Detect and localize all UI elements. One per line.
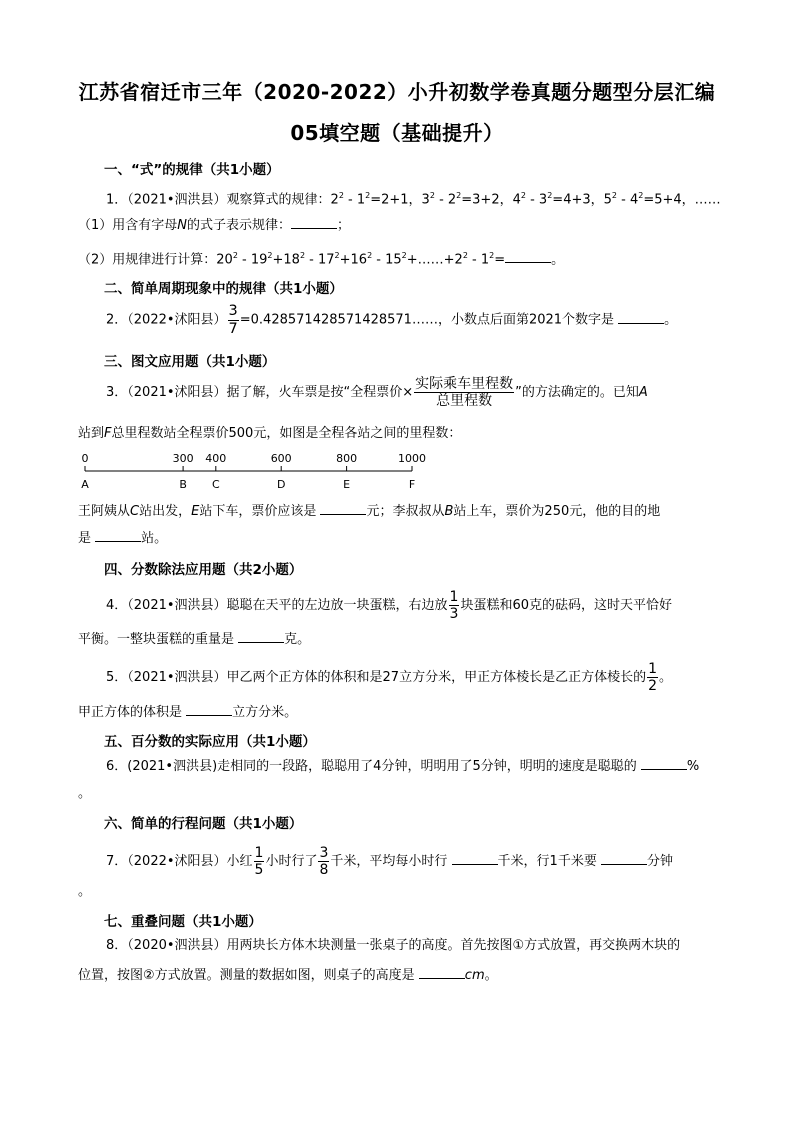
station-label: C [211,478,220,491]
question-6-line1: 6．(2021•泗洪县)走相同的一段路，聪聪用了4分钟，明明用了5分钟，明明的速度是聪聪的 % [106,759,700,774]
answer-blank[interactable] [618,311,664,324]
answer-blank[interactable] [505,250,551,263]
answer-blank[interactable] [95,529,141,542]
tick-label: 1000 [398,452,426,465]
question-3-line4: 是 站。 [78,531,168,546]
fraction-3-7: $\frac{3}{7}$ [228,303,238,337]
question-5-line1: 5．（2021•泗洪县）甲乙两个正方体的体积和是27立方分米，甲正方体棱长是乙正方体棱长的 $\frac{1}{2}$ 。 [106,661,673,694]
fraction-3-8: $\frac{3}{8}$ [319,845,329,878]
tick-label: 600 [270,452,292,465]
answer-blank[interactable] [291,216,337,229]
fraction-1-2: $\frac{1}{2}$ [648,661,657,694]
station-label: B [179,478,187,491]
tick-label: 300 [172,452,194,465]
tick-label: 400 [205,452,227,465]
section-heading-3: 三、图文应用题（共1小题） [104,354,276,370]
question-3-line1: 3．（2021•沭阳县）据了解，火车票是按“全程票价× $\frac{\text{实际乘车里程数}}{\text{总里程数}}$ ”的方法确定的。已知A [106,376,648,409]
station-label: A [81,478,89,491]
question-7-line1: 7．（2022•沭阳县）小红 $\frac{1}{5}$ 小时行了 $\frac{3}{8}$ 千米，平均每小时行 千米，行1千米要 分钟 [106,845,673,878]
question-7-line2: 。 [78,884,92,899]
question-8-line1: 8．（2020•泗洪县）用两块长方体木块测量一张桌子的高度。首先按图①方式放置，再交换两木块的 [106,938,681,953]
document-title-line2: 05填空题（基础提升） [290,121,504,145]
question-4-line2: 平衡。一整块蛋糕的重量是 克。 [78,632,311,647]
fare-fraction: $\frac{\text{实际乘车里程数}}{\text{总里程数}}$ [415,376,514,409]
question-4-line1: 4．（2021•泗洪县）聪聪在天平的左边放一块蛋糕，右边放 $\frac{1}{3}$ 块蛋糕和60克的砝码，这时天平恰好 [106,589,672,622]
answer-blank[interactable] [601,852,647,865]
section-heading-1: 一、“式”的规律（共1小题） [104,162,280,178]
tick-label: 0 [81,452,89,465]
section-heading-5: 五、百分数的实际应用（共1小题） [104,734,316,750]
station-label: E [343,478,351,491]
section-heading-6: 六、简单的行程问题（共1小题） [104,816,303,832]
station-label: F [408,478,416,491]
answer-blank[interactable] [452,852,498,865]
question-3-line3: 王阿姨从C站出发，E站下车，票价应该是 元；李叔叔从B站上车，票价为250元，他的目的地 [78,504,661,519]
fraction-1-5: $\frac{1}{5}$ [254,845,264,878]
question-8-line2: 位置，按图②方式放置。测量的数据如图，则桌子的高度是 cm。 [78,968,498,983]
answer-blank[interactable] [238,630,284,643]
question-1-line1: 1．（2021•泗洪县）观察算式的规律：$2^2 - 1^2=2+1$，$3^2 - 2^2=3+2$，$4^2 - 3^2=4+3$，$5^2 - 4^2=5+4$，…… [106,191,721,208]
tick-label: 800 [336,452,358,465]
mileage-number-line [70,446,430,496]
answer-blank[interactable] [419,966,465,979]
question-3-line2: 站到F总里程数站全程票价500元，如图是全程各站之间的里程数： [78,426,462,441]
question-2: 2．（2022•沭阳县） $\frac{3}{7}$ =0.428571428571428571……，小数点后面第2021个数字是 。 [106,303,678,337]
station-label: D [276,478,286,491]
question-6-line2: 。 [78,786,92,801]
question-1-sub2: （2）用规律进行计算：$20^2 - 19^2+18^2 - 17^2+16^2$ - $15^2+\dots\dots+2^2 - 1^2=$ 。 [78,251,565,268]
question-1-sub1: （1）用含有字母N的式子表示规律： ； [78,218,351,233]
section-heading-4: 四、分数除法应用题（共2小题） [104,562,303,578]
fraction-1-3: $\frac{1}{3}$ [449,589,459,622]
section-heading-7: 七、重叠问题（共1小题） [104,914,262,930]
document-title-line1: 江苏省宿迁市三年（2020-2022）小升初数学卷真题分题型分层汇编 [78,80,716,104]
section-heading-2: 二、简单周期现象中的规律（共1小题） [104,281,343,297]
answer-blank[interactable] [320,502,366,515]
answer-blank[interactable] [641,757,687,770]
answer-blank[interactable] [186,703,232,716]
question-5-line2: 甲正方体的体积是 立方分米。 [78,705,298,720]
